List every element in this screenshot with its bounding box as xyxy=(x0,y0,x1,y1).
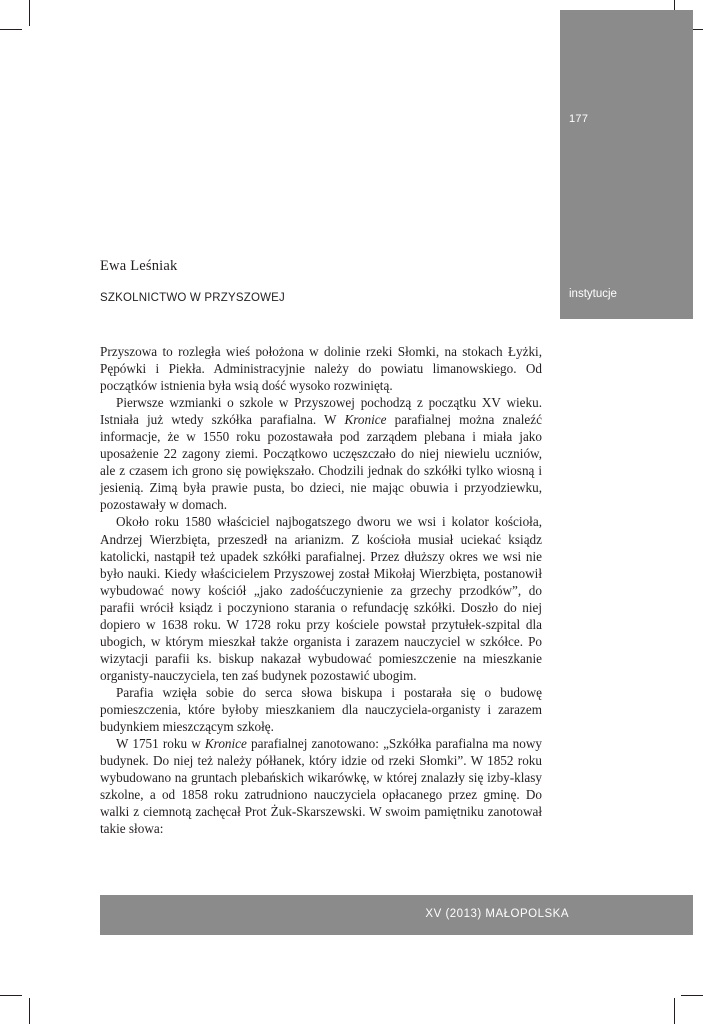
paragraph-4: Parafia wzięła sobie do serca słowa biskupa i postarała się o budowę pomieszczenia, które byłoby mieszkaniem dla nauczyciela-organisty i zarazem budynkiem mieszczącym szkołę. xyxy=(100,684,542,735)
crop-mark-bottom-left-horizontal xyxy=(0,995,22,996)
footer-band xyxy=(100,895,693,935)
paragraph-5-text-b: parafialnej zanotowano: „Szkółka parafialna ma nowy budynek. Do niej też należy półłanek, który idzie od rzeki Słomki”. W 1852 roku wybudowano na gruntach plebańskich wikarówkę, w której znalazły się izby-klasy szkolne, a od 1858 roku zatrudniono nauczyciela opłacanego przez gminę. Do walki z ciemnotą zachęcał Prot Żuk-Skarszewski. W swoim pamiętniku zanotował takie słowa: xyxy=(100,736,542,837)
crop-mark-bottom-right-vertical xyxy=(674,998,675,1024)
paragraph-5 xyxy=(100,735,542,837)
crop-mark-bottom-right-horizontal xyxy=(681,995,703,996)
author-name: Ewa Leśniak xyxy=(100,258,178,274)
side-tab xyxy=(560,10,693,319)
section-label: instytucje xyxy=(569,288,617,300)
crop-mark-top-left-vertical xyxy=(29,0,30,26)
kronice-italic: Kronice xyxy=(204,736,247,752)
crop-mark-top-left-horizontal xyxy=(0,29,22,30)
article-body xyxy=(100,343,542,837)
article-title: SZKOLNICTWO W PRZYSZOWEJ xyxy=(100,292,285,304)
paragraph-2-text-b: parafialnej można znaleźć informacje, że w 1550 roku pozostawała pod zarządem plebana i miała jako uposażenie 22 zagony ziemi. Początkowo uczęszczało do niej niewielu uczniów, ale z czasem ich grono się powiększało. Chodzili jednak do szkółki tylko wiosną i jesienią. Zimą była prawie pusta, bo dzieci, nie mając obuwia i przyodziewku, pozostawały w domach. xyxy=(100,412,542,513)
paragraph-2 xyxy=(100,394,542,513)
footer-journal-label: XV (2013) MAŁOPOLSKA xyxy=(425,908,569,920)
kronice-italic: Kronice xyxy=(344,412,387,428)
paragraph-2-text-a: Pierwsze wzmianki o szkole w Przyszowej pochodzą z początku XV wieku. Istniała już wtedy szkółka parafialna. W xyxy=(100,395,542,428)
page-number: 177 xyxy=(569,113,589,125)
paragraph-3: Około roku 1580 właściciel najbogatszego dworu we wsi i kolator kościoła, Andrzej Wierzbięta, przeszedł na arianizm. Z kościoła musiał uciekać ksiądz katolicki, nastąpił też upadek szkółki parafialnej. Przez dłuższy okres we wsi nie było nauki. Kiedy właścicielem Przyszowej został Mikołaj Wierzbięta, postanowił wybudować nowy kościół „jako zadośćuczynienie za grzechy przodków”, do parafii wrócił ksiądz i poczyniono starania o refundację szkółki. Doszło do niej dopiero w 1638 roku. W 1728 roku przy kościele powstał przytułek-szpital dla ubogich, w którym mieszkał także organista i zarazem nauczyciel w szkółce. Po wizytacji parafii ks. biskup nakazał wybudować pomieszczenie na mieszkanie organisty-nauczyciela, ten zaś budynek pozostawić ubogim. xyxy=(100,514,542,683)
paragraph-5-text-a: W 1751 roku w xyxy=(116,736,205,752)
crop-mark-bottom-left-vertical xyxy=(29,998,30,1024)
paragraph-1: Przyszowa to rozległa wieś położona w dolinie rzeki Słomki, na stokach Łyżki, Pępówki i Piekła. Administracyjnie należy do powiatu limanowskiego. Od początków istnienia była wsią dość wysoko rozwiniętą. xyxy=(100,344,542,394)
